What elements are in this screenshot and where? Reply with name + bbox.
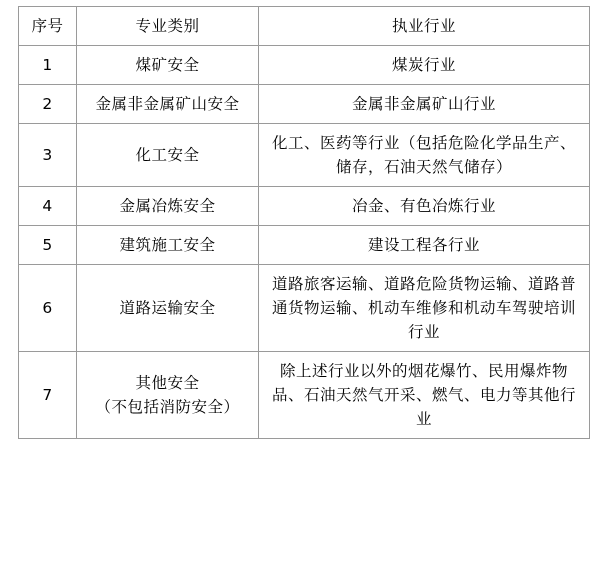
header-cell-category: 专业类别 bbox=[77, 7, 259, 46]
cell-industry: 煤炭行业 bbox=[259, 46, 590, 85]
cell-industry: 道路旅客运输、道路危险货物运输、道路普通货物运输、机动车维修和机动车驾驶培训行业 bbox=[259, 265, 590, 352]
cell-category: 煤矿安全 bbox=[77, 46, 259, 85]
table-row bbox=[19, 46, 590, 85]
cell-category: 化工安全 bbox=[77, 124, 259, 187]
cell-industry: 除上述行业以外的烟花爆竹、民用爆炸物品、石油天然气开采、燃气、电力等其他行业 bbox=[259, 352, 590, 439]
cell-industry: 化工、医药等行业（包括危险化学品生产、储存，石油天然气储存） bbox=[259, 124, 590, 187]
cell-industry: 冶金、有色冶炼行业 bbox=[259, 187, 590, 226]
cell-no: 1 bbox=[19, 46, 77, 85]
table-row bbox=[19, 187, 590, 226]
header-cell-no: 序号 bbox=[19, 7, 77, 46]
header-cell-industry: 执业行业 bbox=[259, 7, 590, 46]
cell-industry: 建设工程各行业 bbox=[259, 226, 590, 265]
cell-no: 7 bbox=[19, 352, 77, 439]
table-row bbox=[19, 85, 590, 124]
professional-category-table bbox=[18, 6, 590, 439]
table-row bbox=[19, 124, 590, 187]
cell-category-line1: 其他安全 bbox=[135, 374, 200, 393]
table-row bbox=[19, 265, 590, 352]
cell-category: 金属非金属矿山安全 bbox=[77, 85, 259, 124]
table-row bbox=[19, 352, 590, 439]
cell-category-line2: （不包括消防安全） bbox=[95, 398, 240, 417]
cell-no: 2 bbox=[19, 85, 77, 124]
cell-category: 道路运输安全 bbox=[77, 265, 259, 352]
cell-category: 金属冶炼安全 bbox=[77, 187, 259, 226]
cell-no: 6 bbox=[19, 265, 77, 352]
cell-category bbox=[77, 352, 259, 439]
cell-no: 4 bbox=[19, 187, 77, 226]
cell-industry: 金属非金属矿山行业 bbox=[259, 85, 590, 124]
table-header-row bbox=[19, 7, 590, 46]
cell-category: 建筑施工安全 bbox=[77, 226, 259, 265]
cell-no: 5 bbox=[19, 226, 77, 265]
cell-no: 3 bbox=[19, 124, 77, 187]
table-row bbox=[19, 226, 590, 265]
